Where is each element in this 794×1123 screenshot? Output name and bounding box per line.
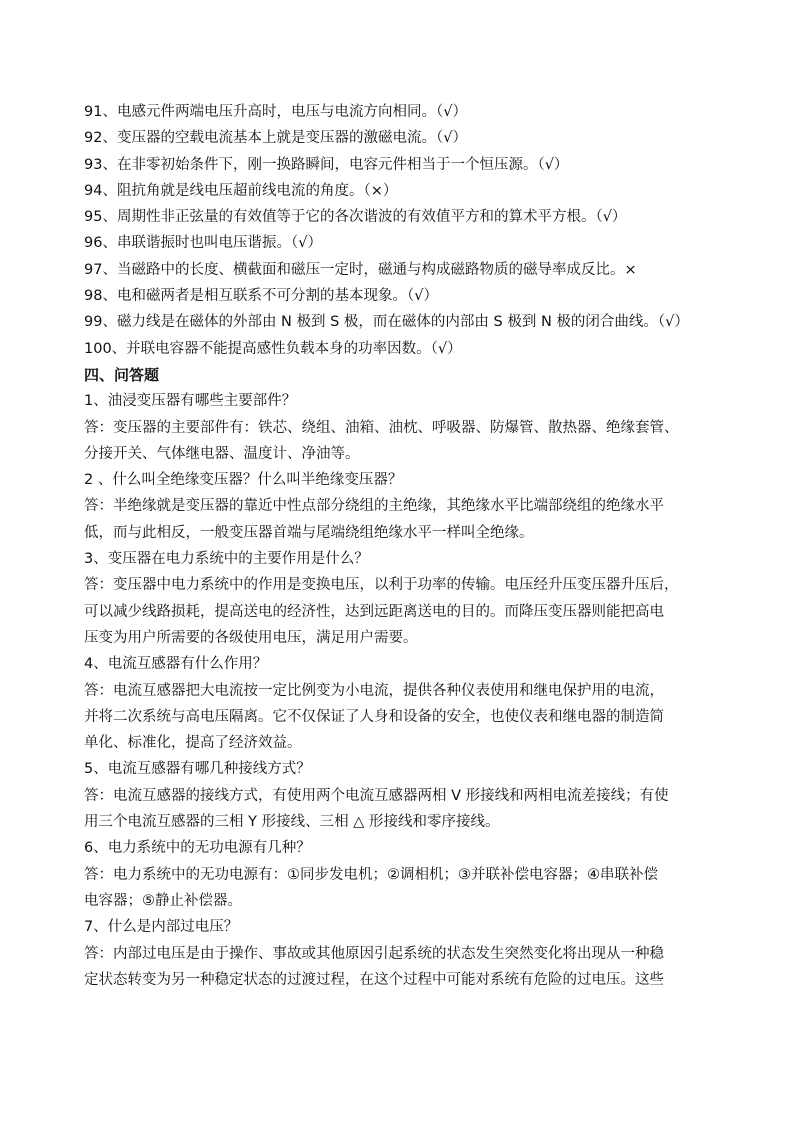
answer-line: 用三个电流互感器的三相 Y 形接线、三相 △ 形接线和零序接线。 <box>84 814 500 831</box>
judgement-item: 97、当磁路中的长度、横截面和磁压一定时，磁通与构成磁路物质的磁导率成反比。× <box>84 261 637 278</box>
judgement-item: 93、在非零初始条件下，刚一换路瞬间，电容元件相当于一个恒压源。（√） <box>84 156 569 173</box>
answer-line: 分接开关、气体继电器、温度计、净油等。 <box>84 445 360 462</box>
answer-line: 可以减少线路损耗，提高送电的经济性，达到远距离送电的目的。而降压变压器则能把高电 <box>84 603 664 620</box>
answer-line: 答：半绝缘就是变压器的靠近中性点部分绕组的主绝缘，其绝缘水平比端部绕组的绝缘水平 <box>84 498 664 515</box>
answer-line: 低，而与此相反，一般变压器首端与尾端绕组绝缘水平一样叫全绝缘。 <box>84 524 534 541</box>
answer-line: 答：变压器中电力系统中的作用是变换电压，以利于功率的传输。电压经升压变压器升压后， <box>84 577 679 594</box>
question-line: 6、电力系统中的无功电源有几种？ <box>84 840 311 857</box>
answer-line: 答：电流互感器的接线方式，有使用两个电流互感器两相 V 形接线和两相电流差接线；有使 <box>84 787 669 804</box>
judgement-item: 99、磁力线是在磁体的外部由 N 极到 S 极，而在磁体的内部由 S 极到 N 极的闭合曲线。（√） <box>84 314 689 331</box>
question-line: 1、油浸变压器有哪些主要部件？ <box>84 393 297 410</box>
judgement-item: 94、阻抗角就是线电压超前线电流的角度。（×） <box>84 182 398 199</box>
judgement-item: 98、电和磁两者是相互联系不可分割的基本现象。（√） <box>84 288 438 305</box>
answer-line: 压变为用户所需要的各级使用电压，满足用户需要。 <box>84 629 418 646</box>
answer-line: 定状态转变为另一种稳定状态的过渡过程，在这个过程中可能对系统有危险的过电压。这些 <box>84 971 664 988</box>
answer-line: 答：电流互感器把大电流按一定比例变为小电流，提供各种仪表使用和继电保护用的电流， <box>84 682 664 699</box>
question-line: 3、变压器在电力系统中的主要作用是什么？ <box>84 551 369 568</box>
judgement-item: 96、串联谐振时也叫电压谐振。（√） <box>84 235 322 252</box>
answer-line: 答：电力系统中的无功电源有：①同步发电机；②调相机；③并联补偿电容器；④串联补偿 <box>84 866 658 883</box>
judgement-item: 92、变压器的空载电流基本上就是变压器的激磁电流。（√） <box>84 130 467 147</box>
judgement-item: 95、周期性非正弦量的有效值等于它的各次谐波的有效值平方和的算术平方根。（√） <box>84 209 627 226</box>
judgement-item: 100、并联电容器不能提高感性负载本身的功率因数。（√） <box>84 340 462 357</box>
answer-line: 电容器；⑤静止补偿器。 <box>84 892 242 909</box>
answer-line: 答：变压器的主要部件有：铁芯、绕组、油箱、油枕、呼吸器、防爆管、散热器、绝缘套管、 <box>84 419 679 436</box>
question-line: 7、什么是内部过电压？ <box>84 919 239 936</box>
answer-line: 答：内部过电压是由于操作、事故或其他原因引起系统的状态发生突然变化将出现从一种稳 <box>84 945 664 962</box>
answer-line: 单化、标准化，提高了经济效益。 <box>84 735 302 752</box>
answer-line: 并将二次系统与高电压隔离。它不仅保证了人身和设备的安全，也使仪表和继电器的制造简 <box>84 708 664 725</box>
judgement-item: 91、电感元件两端电压升高时，电压与电流方向相同。（√） <box>84 104 467 120</box>
section-heading: 四、问答题 <box>84 365 160 384</box>
question-line: 5、电流互感器有哪几种接线方式？ <box>84 761 311 778</box>
question-line: 4、电流互感器有什么作用？ <box>84 656 268 673</box>
question-line: 2 、什么叫全绝缘变压器？什么叫半绝缘变压器？ <box>84 472 403 489</box>
document-body <box>84 99 724 993</box>
